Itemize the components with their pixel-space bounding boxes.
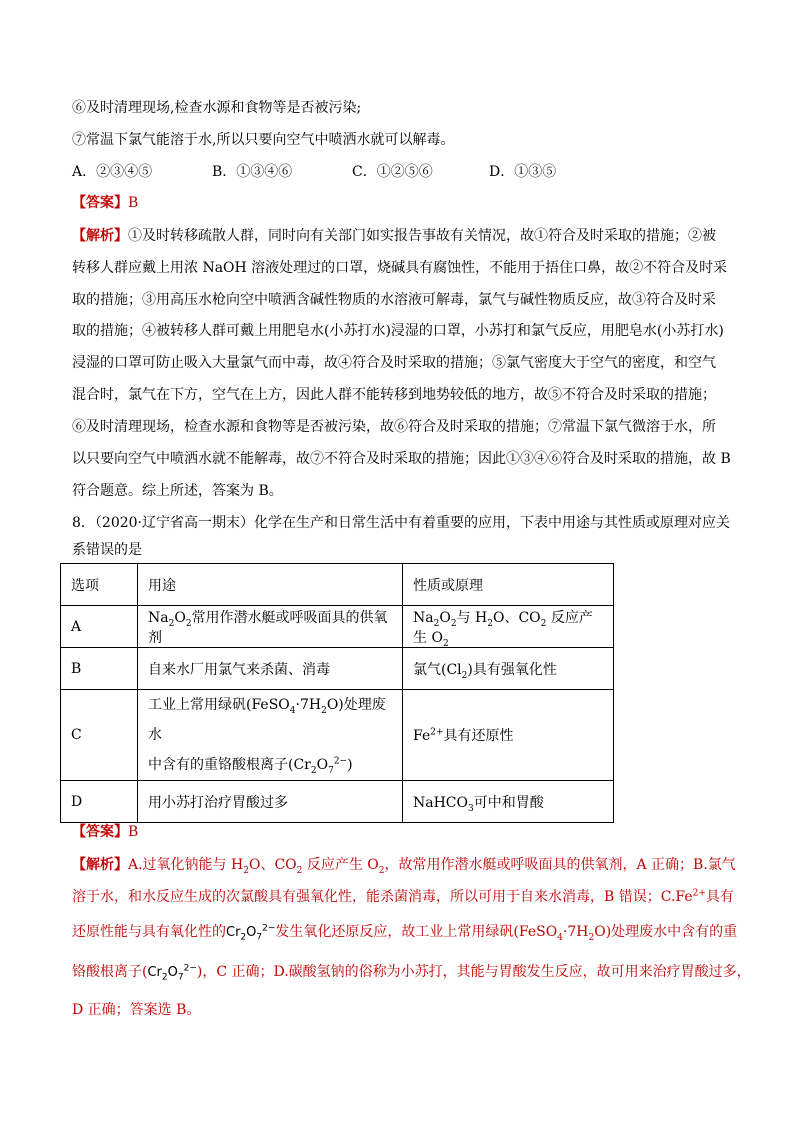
q7-analysis-line-3: 取的措施；③用高压水枪向空中喷洒含碱性物质的水溶液可解毒，氯气与碱性物质反应，故③符合及时采	[72, 292, 716, 308]
q7-analysis-line-2: 转移人群应戴上用浓 NaOH 溶液处理过的口罩，烧碱具有腐蚀性，不能用于捂住口鼻，故②不符合及时采	[72, 260, 728, 276]
q7-analysis-line-9: 符合题意。综上所述，答案为 B。	[72, 483, 283, 499]
dichromate-ion: $Cr_2O_7^{2-}$	[147, 963, 197, 983]
list-item-6: ⑥及时清理现场,检查水源和食物等是否被污染;	[72, 100, 362, 116]
option-b[interactable]: B．①③④⑥	[212, 164, 293, 180]
q7-analysis-line-4: 取的措施；④被转移人群可戴上用肥皂水(小苏打水)浸湿的口罩，小苏打和氯气反应，用肥皂水(小苏打水)	[72, 323, 724, 339]
table-row	[61, 781, 614, 823]
header-option: 选项	[61, 564, 138, 606]
table-header-row	[61, 564, 614, 606]
row-b-property: 氯气$(Cl_2)$具有强氧化性	[403, 648, 614, 690]
q7-analysis-line-5: 浸湿的口罩可防止吸入大量氯气而中毒，故④符合及时采取的措施；⑤氯气密度大于空气的密度，和空气	[72, 355, 716, 371]
analysis-label: 【解析】	[72, 857, 128, 873]
q8-analysis-line-5: D 正确；答案选 B。	[72, 1002, 201, 1018]
q8-analysis-line-1: 【解析】A.过氧化钠能与 $H_2O$、$CO_2$ 反应产生 $O_2$，故常用作潜水艇或呼吸面具的供氧剂，A 正确；B.氯气	[72, 857, 736, 876]
q8-analysis-line-3: 还原性能与具有氧化性的$Cr_2O_7^{2-}$发生氧化还原反应，故工业上常用绿矾$(FeSO_4\cdot 7H_2O)$处理废水中含有的重	[72, 923, 738, 943]
row-c-use-line-2: 中含有的重铬酸根离子$(Cr_2O_7^{2-})$	[148, 756, 353, 776]
row-c-option: C	[61, 690, 138, 781]
row-c-property: $Fe^{2+}$具有还原性	[403, 690, 614, 781]
row-a-option: A	[61, 606, 138, 648]
q7-analysis-line-1	[72, 226, 716, 246]
header-property: 性质或原理	[403, 564, 614, 606]
option-c[interactable]: C．①②⑤⑥	[352, 164, 433, 180]
answer-label: 【答案】	[72, 195, 128, 211]
q7-options	[72, 162, 556, 182]
analysis-label: 【解析】	[72, 228, 128, 244]
answer-value: B	[128, 195, 139, 211]
row-a-property: $Na_2O_2$与 $H_2O$、$CO_2$ 反应产生 $O_2$	[403, 606, 614, 648]
option-a[interactable]: A．②③④⑤	[72, 164, 153, 180]
header-use: 用途	[138, 564, 403, 606]
q8-table	[60, 563, 614, 823]
q8-analysis-line-2: 溶于水，和水反应生成的次氯酸具有强氧化性，能杀菌消毒，所以可用于自来水消毒，B 错误；$C.Fe^{2+}$具有	[72, 888, 734, 905]
table-row	[61, 690, 614, 781]
q7-analysis-line-7: ⑥及时清理现场，检查水源和食物等是否被污染，故⑥符合及时采取的措施；⑦常温下氯气微溶于水，所	[72, 419, 716, 435]
answer-value: B	[128, 824, 139, 840]
q7-analysis-line-8: 以只要向空气中喷洒水就不能解毒，故⑦不符合及时采取的措施；因此①③④⑥符合及时采取的措施，故 B	[72, 451, 731, 467]
list-item-7: ⑦常温下氯气能溶于水,所以只要向空气中喷洒水就可以解毒。	[72, 132, 455, 148]
analysis-text: ①及时转移疏散人群，同时向有关部门如实报告事故有关情况，故①符合及时采取的措施；②被	[128, 228, 716, 244]
row-b-option: B	[61, 648, 138, 690]
q7-answer	[72, 193, 138, 213]
table-row	[61, 606, 614, 648]
q7-analysis-line-6: 混合时，氯气在下方，空气在上方，因此人群不能转移到地势较低的地方，故⑤不符合及时采取的措施；	[72, 387, 716, 403]
q8-answer	[72, 822, 138, 842]
q8-analysis-line-4: 铬酸根离子$(Cr_2O_7^{2-})$，C 正确；D.碳酸氢钠的俗称为小苏打，其能与胃酸发生反应，故可用来治疗胃酸过多，	[72, 963, 751, 983]
option-d[interactable]: D．①③⑤	[489, 164, 557, 180]
dichromate-ion: $Cr_2O_7^{2-}$	[226, 923, 276, 943]
table-row	[61, 648, 614, 690]
row-c-use-line-1: 工业上常用绿矾$(FeSO_4\cdot 7H_2O)$处理废水	[148, 697, 386, 743]
answer-label: 【答案】	[72, 824, 128, 840]
row-b-use: 自来水厂用氯气来杀菌、消毒	[138, 648, 403, 690]
row-d-option: D	[61, 781, 138, 823]
row-d-use: 用小苏打治疗胃酸过多	[138, 781, 403, 823]
row-d-property: NaHCO$_3$可中和胃酸	[403, 781, 614, 823]
q8-stem-line-2: 系错误的是	[72, 542, 142, 558]
row-a-use: $Na_2O_2$常用作潜水艇或呼吸面具的供氧剂	[138, 606, 403, 648]
row-c-use	[138, 690, 403, 781]
q8-stem-line-1: 8．（2020·辽宁省高一期末）化学在生产和日常生活中有着重要的应用，下表中用途与其性质或原理对应关	[72, 515, 730, 531]
